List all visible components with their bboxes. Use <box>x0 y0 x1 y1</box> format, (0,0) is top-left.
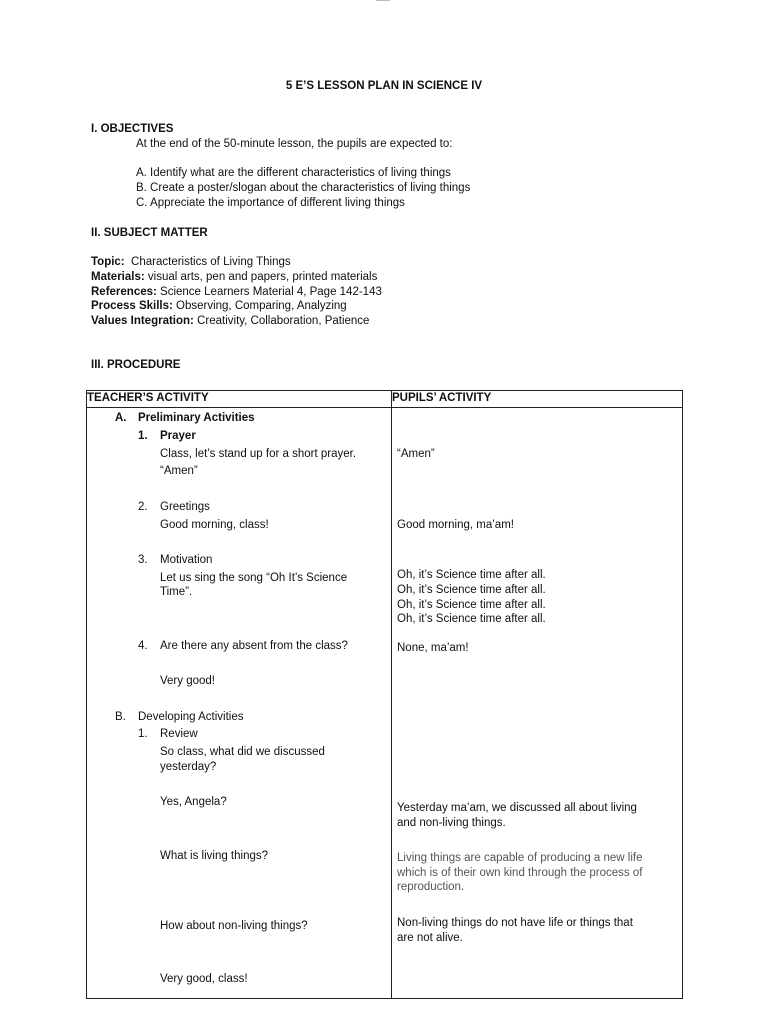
prayer-pupils-line: “Amen” <box>397 448 435 460</box>
very-good-class-line: Very good, class! <box>160 973 248 985</box>
absent-teacher-line: Are there any absent from the class? <box>160 640 348 652</box>
motivation-teacher-line-2: Time”. <box>160 586 193 598</box>
subject-value: Creativity, Collaboration, Patience <box>193 315 370 327</box>
non-living-things-question: How about non-living things? <box>160 920 308 932</box>
living-things-answer-line-2: which is of their own kind through the process of <box>397 867 643 879</box>
motivation-pupils-line-2: Oh, it’s Science time after all. <box>397 584 546 596</box>
motivation-title: Motivation <box>160 554 213 566</box>
objective-item-c: C. Appreciate the importance of different living things <box>136 197 405 209</box>
subject-label: Topic: <box>91 256 125 268</box>
subject-row-topic <box>91 255 291 270</box>
pupils-activity-cell <box>392 408 683 999</box>
section-title-preliminary: Preliminary Activities <box>138 412 255 424</box>
subject-value: visual arts, pen and papers, printed materials <box>144 271 378 283</box>
very-good-line: Very good! <box>160 675 215 687</box>
subject-row-values <box>91 314 369 329</box>
greetings-teacher-line: Good morning, class! <box>160 519 269 531</box>
motivation-teacher-line-1: Let us sing the song “Oh It’s Science <box>160 572 348 584</box>
greetings-number: 2. <box>138 501 148 513</box>
subject-matter-heading: II. SUBJECT MATTER <box>91 227 208 239</box>
greetings-pupils-line: Good morning, ma’am! <box>397 519 514 531</box>
subject-row-references <box>91 285 382 300</box>
motivation-number: 3. <box>138 554 148 566</box>
section-letter-b: B. <box>115 711 126 723</box>
subject-value: Characteristics of Living Things <box>124 256 291 268</box>
pupils-activity-header: PUPILS’ ACTIVITY <box>392 391 683 408</box>
objectives-heading: I. OBJECTIVES <box>91 123 174 135</box>
prayer-number: 1. <box>138 430 148 442</box>
review-number: 1. <box>138 728 148 740</box>
procedure-heading: III. PROCEDURE <box>91 359 181 371</box>
procedure-table <box>86 390 683 999</box>
angela-pupils-line-2: and non-living things. <box>397 817 506 829</box>
section-letter-a: A. <box>115 412 127 424</box>
non-living-answer-line-2: are not alive. <box>397 932 463 944</box>
prayer-title: Prayer <box>160 430 196 442</box>
motivation-pupils-line-1: Oh, it’s Science time after all. <box>397 569 546 581</box>
review-teacher-line-1: So class, what did we discussed <box>160 746 325 758</box>
subject-row-materials <box>91 270 377 285</box>
review-title: Review <box>160 728 198 740</box>
teacher-activity-header: TEACHER’S ACTIVITY <box>87 391 392 408</box>
teacher-activity-cell <box>87 408 392 999</box>
prayer-teacher-line-2: “Amen” <box>160 465 198 477</box>
objectives-intro: At the end of the 50-minute lesson, the pupils are expected to: <box>136 138 453 150</box>
angela-teacher-line: Yes, Angela? <box>160 796 227 808</box>
table-header-row <box>87 391 683 408</box>
living-things-answer-line-3: reproduction. <box>397 881 465 893</box>
subject-label: Process Skills: <box>91 300 173 312</box>
page-edge-mark <box>376 0 390 1</box>
section-title-developing: Developing Activities <box>138 711 244 723</box>
absent-pupils-line: None, ma’am! <box>397 642 469 654</box>
subject-label: Values Integration: <box>91 315 194 327</box>
objective-item-b: B. Create a poster/slogan about the characteristics of living things <box>136 182 471 194</box>
absent-number: 4. <box>138 640 148 652</box>
subject-label: References: <box>91 286 157 298</box>
prayer-teacher-line-1: Class, let’s stand up for a short prayer. <box>160 448 357 460</box>
subject-value: Observing, Comparing, Analyzing <box>172 300 347 312</box>
angela-pupils-line-1: Yesterday ma’am, we discussed all about living <box>397 802 637 814</box>
review-teacher-line-2: yesterday? <box>160 761 217 773</box>
motivation-pupils-line-4: Oh, it’s Science time after all. <box>397 613 546 625</box>
greetings-title: Greetings <box>160 501 210 513</box>
subject-label: Materials: <box>91 271 145 283</box>
table-body-row <box>87 408 683 999</box>
non-living-answer-line-1: Non-living things do not have life or things that <box>397 917 633 929</box>
motivation-pupils-line-3: Oh, it’s Science time after all. <box>397 599 546 611</box>
document-title: 5 E’S LESSON PLAN IN SCIENCE IV <box>285 80 483 92</box>
subject-row-process-skills <box>91 299 347 314</box>
living-things-answer-line-1: Living things are capable of producing a new life <box>397 852 643 864</box>
subject-value: Science Learners Material 4, Page 142-143 <box>156 286 382 298</box>
objective-item-a: A. Identify what are the different characteristics of living things <box>136 167 451 179</box>
living-things-question: What is living things? <box>160 850 269 862</box>
